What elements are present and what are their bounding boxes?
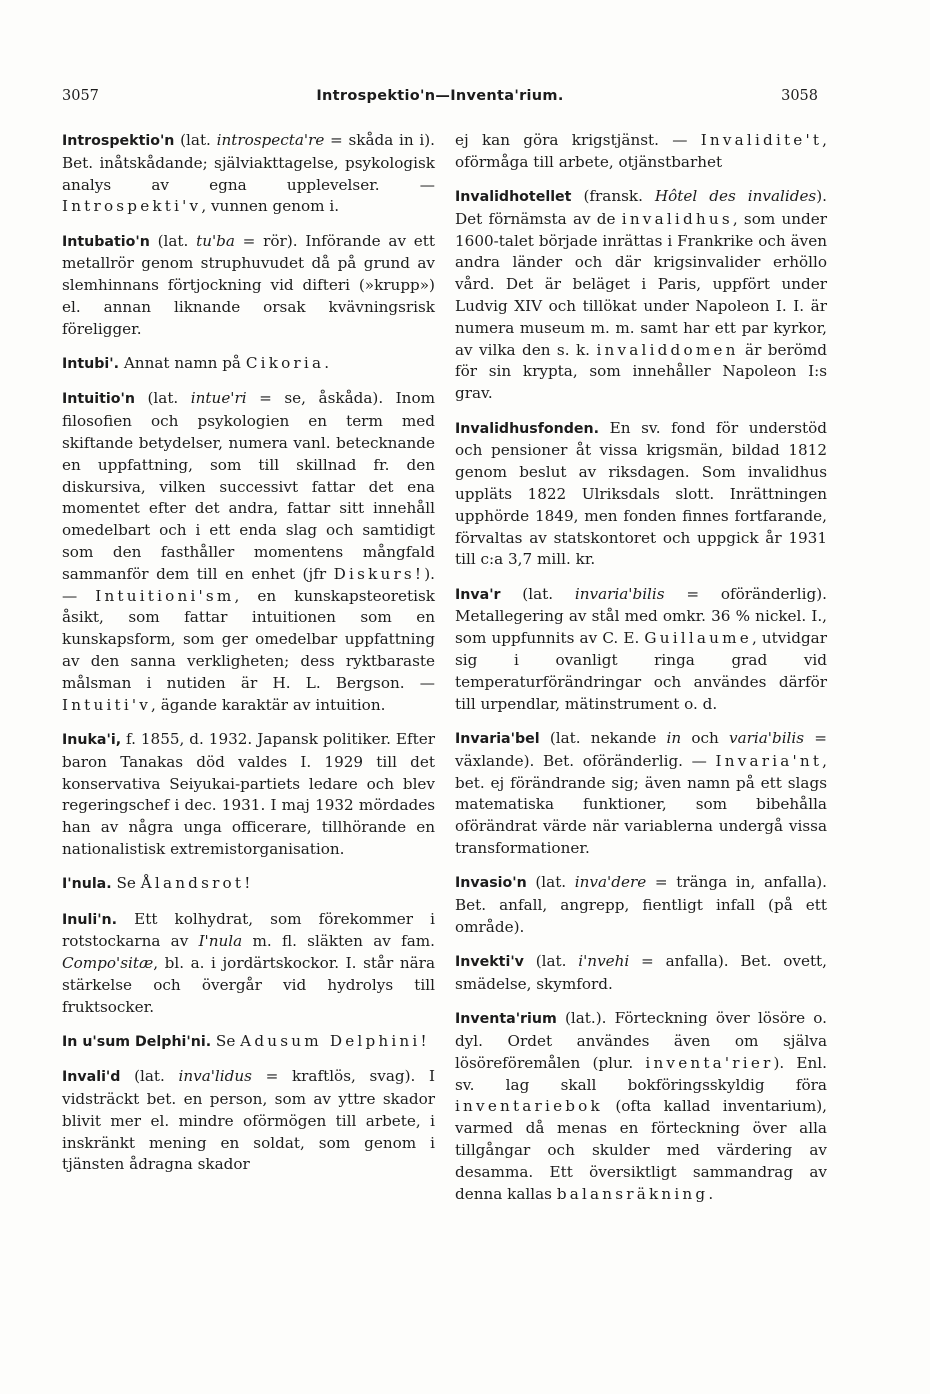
- entry-text: , ägande karaktär av intuition.: [151, 695, 386, 714]
- entry-text: , oförmåga till arbete, otjänstbarhet: [455, 131, 827, 171]
- right-column: [455, 130, 827, 1218]
- entry-text: inva'lidus: [178, 1067, 252, 1086]
- entry-text: En sv. fond för understöd och pensioner åt vissa krigsmän, bildad 1812 genom beslut av riksdagen. Som invalidhus uppläts 1822 Ulriksdals slott. Inrättningen upphörde 1849, men fonden finnes fortfarande, förvaltas av statskontoret och uppgick år 1931 till c:a 3,7 mill. kr.: [455, 418, 827, 569]
- entry-text: (lat.: [523, 952, 579, 971]
- entry-text: Intuitioni'sm: [95, 586, 235, 605]
- entry-text: Hôtel des invalides: [654, 187, 817, 206]
- entry-headword: Intubatio'n: [62, 233, 150, 250]
- entry-text: invaliddomen: [596, 340, 739, 359]
- entry-text: (ofta kallad inventarium), varmed då menas en förteckning över alla tillgångar och skulder med värdering av desamma. Ett översiktligt sammandrag av denna kallas: [455, 1097, 827, 1203]
- entry-headword: In u'sum Delphi'ni.: [62, 1033, 212, 1050]
- entry-headword: Intuitio'n: [62, 391, 135, 408]
- entry-inukai: [62, 729, 435, 861]
- entry-headword: Invalidhotellet: [455, 189, 572, 206]
- entry-text: Introspekti'v: [62, 197, 202, 216]
- entry-text: Invalidite't: [700, 131, 823, 149]
- entry-text: = oföränderlig). Metallegering av stål med omkr. 36 % nickel. I., som uppfunnits av C. E.: [455, 584, 827, 648]
- entry-text: , vunnen genom i.: [201, 197, 340, 216]
- entry-intuition: [62, 388, 435, 716]
- entry-text: och: [681, 728, 729, 747]
- entry-text: invaria'bilis: [574, 584, 665, 603]
- entry-text: ). Enl. sv. lag skall bokföringsskyldig föra: [455, 1053, 827, 1094]
- entry-inula: [62, 873, 435, 896]
- entry-text: (lat.). Förteckning över lösöre o. dyl. Ordet användes även om själva lösöreföremålen (plur.: [455, 1009, 827, 1072]
- entry-headword: Invaria'bel: [455, 730, 540, 747]
- entry-headword: Inuli'n.: [62, 911, 118, 928]
- entry-text: , bl. a. i jordärtskockor. I. står nära stärkelse och övergår vid hydrolys till fruktsocker.: [62, 954, 435, 1016]
- entry-text: Se: [211, 1031, 241, 1050]
- entry-headword: Invekti'v: [455, 954, 524, 971]
- entry-headword: Inva'r: [455, 586, 501, 603]
- entry-invariabel: [455, 728, 827, 860]
- entry-text: m. fl. släkten av fam.: [242, 932, 435, 951]
- entry-text: inva'dere: [574, 873, 647, 892]
- entry-text: (lat.: [500, 584, 575, 603]
- entry-text: = skåda in i). Bet. inåtskådande; själviakttagelse, psykologisk analys av egna upplevelser. —: [62, 131, 435, 194]
- entry-text: Ålandsrot!: [140, 874, 254, 893]
- entry-text: Invaria'nt: [715, 751, 823, 770]
- entry-text: Cikoria: [245, 354, 325, 373]
- entry-text: , utvidgar sig i ovanligt ringa grad vid temperaturförändringar och användes därför till urpendlar, mätinstrument o. d.: [455, 629, 827, 713]
- entry-text: (fransk.: [571, 187, 655, 206]
- entry-invalidhusfonden: [455, 418, 827, 572]
- entry-text: I'nula: [198, 932, 243, 951]
- entry-text: balansräkning: [556, 1184, 709, 1203]
- entry-text: , bet. ej förändrande sig; även namn på ett slags matematiska funktioner, som bibehålla oförändrat värde när variablerna undergå vissa transformationer.: [455, 751, 827, 857]
- entry-text: inventa'rier: [645, 1053, 774, 1072]
- entry-text: är berömd för sin krypta, som innehåller Napoleon I:s grav.: [455, 340, 827, 403]
- entry-text: = kraftlös, svag). I vidsträckt bet. en person, som av yttre skador blivit mer el. mindre oförmögen till arbete, i inskränkt mening en soldat, som genom i tjänsten ådragna skador: [62, 1067, 435, 1174]
- entry-invasion: [455, 872, 827, 938]
- running-title: Introspektio'n—Inventa'rium.: [316, 88, 564, 104]
- entry-text: Guillaume: [644, 629, 752, 648]
- entry-headword: Invalidhusfonden.: [455, 420, 600, 437]
- entry-headword: Invali'd: [62, 1069, 121, 1086]
- entry-inulin: [62, 909, 435, 1019]
- entry-text: invalidhus: [621, 209, 733, 228]
- entry-text: f. 1855, d. 1932. Japansk politiker. Efter baron Tanakas död valdes I. 1929 till det konservativa Seiyukai-partiets ledare och blev regeringschef i dec. 1931. I maj 1932 mördades han av några unga officerare, tillhörande en nationalistisk extremistorganisation.: [62, 729, 435, 858]
- entry-text: = se, åskåda). Inom filosofien och psykologien en term med skiftande betydelser, numera vanl. betecknande en uppfattning, som till skillnad fr. den diskursiva, vilken successivt fattar det ena momentet efter det andra, fattar sitt innehåll omedelbart och i ett enda slag och samtidigt som den fasthåller momentens mångfald sammanför dem till en enhet (jfr: [62, 389, 435, 583]
- entry-invektiv: [455, 951, 827, 996]
- entry-text: (lat.: [174, 131, 217, 149]
- entry-text: ). —: [62, 564, 435, 605]
- page-header: [62, 88, 818, 112]
- entry-text: (lat.: [120, 1067, 179, 1086]
- entry-intubi: [62, 353, 435, 376]
- entry-text: Intuiti'v: [62, 695, 152, 714]
- entry-text: Ett kolhydrat, som förekommer i rotstockarna av: [62, 909, 435, 951]
- entry-text: ej kan göra krigstjänst. —: [455, 131, 701, 149]
- entry-text: Annat namn på: [119, 354, 246, 373]
- entry-invalidhotellet: [455, 186, 827, 405]
- entry-headword: I'nula.: [62, 876, 112, 893]
- entry-text: = rör). Införande av ett metallrör genom struphuvudet då på grund av slemhinnans förtjockning vid difteri (»krupp») el. annan liknande orsak kvävningsrisk föreligger.: [62, 231, 435, 338]
- entry-headword: Invasio'n: [455, 875, 527, 892]
- entry-text: (lat.: [134, 389, 191, 408]
- entry-text: = anfalla). Bet. ovett, smädelse, skymford.: [455, 952, 827, 993]
- entry-headword: Intubi'.: [62, 356, 120, 373]
- entry-headword: Introspektio'n: [62, 133, 175, 149]
- entry-text: .: [324, 354, 330, 373]
- entry-text: i'nvehi: [578, 952, 630, 971]
- page-number-left: 3057: [62, 88, 99, 104]
- page-number-right: 3058: [781, 88, 818, 104]
- entry-text: intue'ri: [190, 389, 247, 408]
- entry-text: (lat.: [149, 231, 197, 250]
- entry-text: Diskurs!: [333, 564, 425, 583]
- entry-intubation: [62, 231, 435, 341]
- entry-text: Compo'sitæ: [62, 954, 154, 973]
- entry-text: .: [708, 1184, 714, 1203]
- entry-text: , en kunskapsteoretisk åsikt, som fattar intuitionen som en kunskapsform, som ger omedelbar uppfattning av den sanna verkligheten; dess ryktbaraste målsman i nutiden är H. L. Bergson. —: [62, 586, 435, 692]
- entry-headword: Inventa'rium: [455, 1011, 557, 1028]
- entry-inventarium: [455, 1008, 827, 1205]
- entry-headword: Inuka'i,: [62, 731, 122, 748]
- left-column: [62, 130, 435, 1189]
- entry-text: introspecta're: [216, 131, 325, 149]
- entry-text: in: [666, 728, 682, 747]
- entry-text: (lat.: [526, 873, 575, 892]
- entry-text: inventariebok: [455, 1097, 603, 1116]
- entry-introspektion: [62, 130, 435, 218]
- entry-invalid: [62, 1066, 435, 1176]
- entry-text: = tränga in, anfalla). Bet. anfall, angrepp, fientligt infall (på ett område).: [455, 873, 827, 936]
- entry-in-usum: [62, 1031, 435, 1054]
- entry-text: = växlande). Bet. oföränderlig. —: [455, 728, 827, 770]
- entry-text: , som under 1600-talet började inrättas i Frankrike och även andra länder och där krigsinvalider erhöllo vård. Det är beläget i Paris, uppfört under Ludvig XIV och tillökat under Napoleon I. I. är numera museum m. m. samt har ett par kyrkor, av vilka den s. k.: [455, 209, 828, 359]
- entry-text: Se: [111, 874, 141, 893]
- entry-invar: [455, 584, 827, 716]
- entry-text: tu'ba: [196, 231, 235, 250]
- entry-text: ). Det förnämsta av de: [455, 187, 827, 228]
- entry-text: Adusum Delphini!: [240, 1031, 430, 1050]
- entry-invalid-cont: [455, 130, 827, 174]
- entry-text: (lat. nekande: [539, 728, 667, 747]
- entry-text: varia'bilis: [728, 728, 805, 747]
